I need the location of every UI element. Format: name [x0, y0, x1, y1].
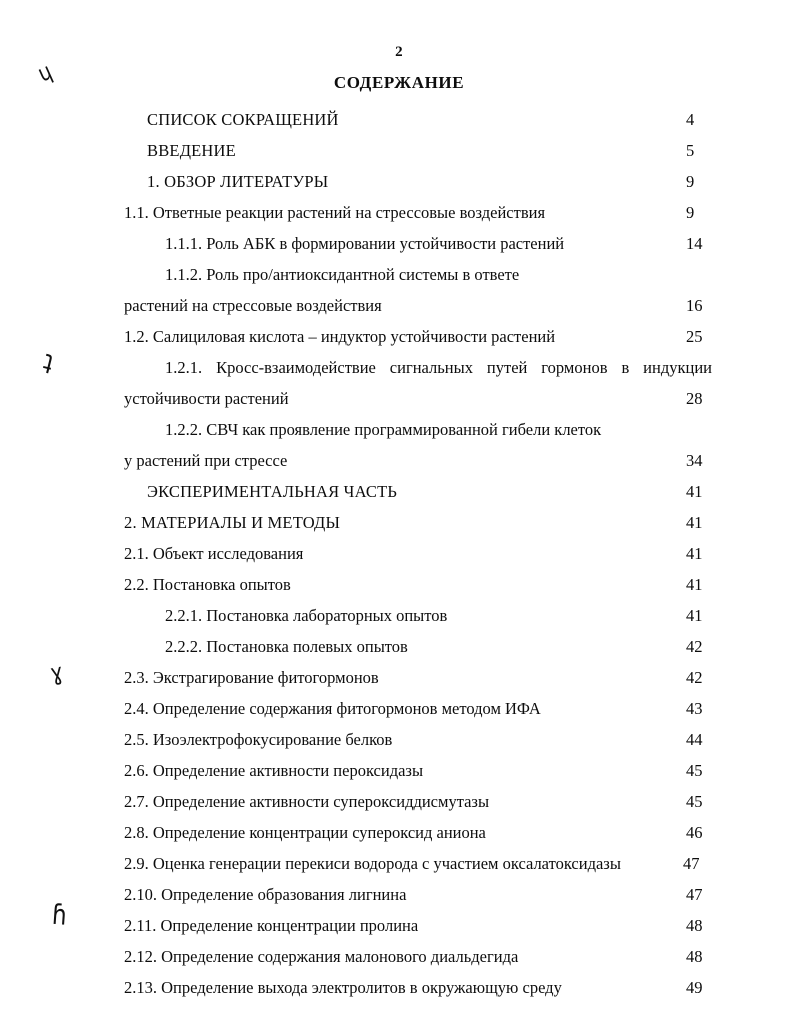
- toc-entry: [0, 197, 798, 228]
- table-of-contents: [0, 104, 798, 1003]
- toc-entry: [0, 569, 798, 600]
- toc-entry-line: [0, 817, 798, 848]
- toc-entry-line: [0, 879, 798, 910]
- toc-entry-line: [0, 166, 798, 197]
- toc-entry-label: 2.2.1. Постановка лабораторных опытов: [165, 606, 448, 625]
- toc-entry: [0, 659, 798, 693]
- toc-entry-label: 1.2.2. СВЧ как проявление программированной гибели клеток: [165, 420, 602, 439]
- toc-entry: [0, 135, 798, 166]
- toc-entry: [0, 941, 798, 972]
- toc-entry-page-number: 41: [686, 513, 703, 532]
- toc-entry: [0, 600, 798, 631]
- toc-entry: [0, 383, 798, 414]
- toc-entry-page-number: 48: [686, 916, 703, 935]
- toc-entry-label: 2.1. Объект исследования: [124, 544, 304, 563]
- toc-entry-label: у растений при стрессе: [124, 451, 288, 470]
- toc-entry-line: [0, 693, 798, 724]
- toc-entry-page-number: 41: [686, 606, 703, 625]
- toc-entry-label: растений на стрессовые воздействия: [124, 296, 382, 315]
- page-title: СОДЕРЖАНИЕ: [333, 73, 465, 92]
- toc-entry-label: 2.2.2. Постановка полевых опытов: [165, 637, 408, 656]
- toc-entry: [0, 166, 798, 197]
- toc-entry-label: 2.7. Определение активности супероксиддисмутазы: [124, 792, 490, 811]
- toc-entry: [0, 786, 798, 817]
- toc-entry-line: [0, 476, 798, 507]
- toc-entry-page-number: 49: [686, 978, 703, 997]
- toc-entry-line: [0, 538, 798, 569]
- toc-entry-line: [0, 659, 798, 693]
- toc-entry: [0, 104, 798, 135]
- toc-entry-label: ЭКСПЕРИМЕНТАЛЬНАЯ ЧАСТЬ: [147, 482, 398, 501]
- toc-entry-label: устойчивости растений: [124, 389, 289, 408]
- toc-entry-label: ВВЕДЕНИЕ: [147, 141, 236, 160]
- margin-ink-mark-4: ɦ: [50, 899, 68, 932]
- margin-ink-mark-2: ʇ: [40, 345, 57, 377]
- toc-entry-label: 1.2. Салициловая кислота – индуктор устойчивости растений: [124, 327, 556, 346]
- toc-entry-line: [0, 383, 798, 414]
- toc-entry: [0, 910, 798, 941]
- toc-entry-page-number: 5: [686, 141, 695, 160]
- toc-entry-page-number: 46: [686, 823, 703, 842]
- toc-entry-label: 2.10. Определение образования лигнина: [124, 885, 407, 904]
- toc-entry: [0, 259, 798, 290]
- toc-entry: [0, 538, 798, 569]
- toc-entry-page-number: 9: [686, 172, 695, 191]
- toc-entry-page-number: 45: [686, 761, 703, 780]
- toc-entry-label: 2.4. Определение содержания фитогормонов методом ИФА: [124, 699, 541, 718]
- toc-entry-page-number: 41: [686, 544, 703, 563]
- toc-entry-line: [0, 600, 798, 631]
- toc-entry-line: [0, 755, 798, 786]
- toc-entry-line: [0, 972, 798, 1003]
- toc-entry: [0, 228, 798, 259]
- toc-entry: [0, 290, 798, 321]
- toc-entry-label: 2.9. Оценка генерации перекиси водорода с участием оксалатоксидазы: [124, 854, 621, 873]
- toc-entry-label: 1.1. Ответные реакции растений на стрессовые воздействия: [124, 203, 546, 222]
- toc-entry: [0, 445, 798, 476]
- toc-entry-line: [0, 848, 798, 879]
- toc-entry-label: 2.12. Определение содержания малонового диальдегида: [124, 947, 519, 966]
- toc-entry-page-number: 14: [686, 234, 703, 253]
- toc-entry-page-number: 41: [686, 575, 703, 594]
- toc-entry-page-number: 47: [686, 885, 703, 904]
- toc-entry: [0, 414, 798, 445]
- toc-entry: [0, 693, 798, 724]
- toc-entry-line: [0, 259, 798, 290]
- toc-entry: [0, 972, 798, 1003]
- toc-entry-label: 1. ОБЗОР ЛИТЕРАТУРЫ: [147, 172, 329, 191]
- toc-entry: [0, 321, 798, 352]
- toc-entry-page-number: 41: [686, 482, 703, 501]
- toc-entry: [0, 817, 798, 848]
- toc-entry-label: 1.2.1. Кросс-взаимодействие сигнальных путей гормонов в индукции: [165, 358, 712, 377]
- toc-entry-line: [0, 445, 798, 476]
- toc-entry-label: 2.11. Определение концентрации пролина: [124, 916, 419, 935]
- toc-entry-page-number: 9: [686, 203, 695, 222]
- toc-entry-line: [0, 197, 798, 228]
- toc-entry-label: 2.2. Постановка опытов: [124, 575, 291, 594]
- toc-entry-page-number: 48: [686, 947, 703, 966]
- toc-entry-line: [0, 321, 798, 352]
- margin-ink-mark-3: ɣ: [48, 659, 66, 687]
- toc-entry-page-number: 43: [686, 699, 703, 718]
- toc-entry-label: 2.3. Экстрагирование фитогормонов: [124, 668, 379, 687]
- toc-entry-label: СПИСОК СОКРАЩЕНИЙ: [147, 110, 339, 129]
- toc-entry-label: 1.1.2. Роль про/антиоксидантной системы в ответе: [165, 265, 520, 284]
- toc-entry-line: [0, 724, 798, 755]
- toc-entry: [0, 631, 798, 662]
- toc-entry-line: [0, 507, 798, 538]
- toc-entry: [0, 352, 798, 383]
- toc-entry-label: 2.5. Изоэлектрофокусирование белков: [124, 730, 393, 749]
- page-number-header: 2: [395, 44, 403, 60]
- toc-entry: [0, 755, 798, 786]
- toc-entry-line: [0, 631, 798, 662]
- toc-entry: [0, 848, 798, 879]
- toc-entry-page-number: 47: [683, 854, 700, 873]
- toc-entry-line: [0, 569, 798, 600]
- toc-entry-line: [0, 414, 798, 445]
- toc-entry-label: 2.6. Определение активности пероксидазы: [124, 761, 424, 780]
- toc-entry-label: 2.8. Определение концентрации супероксид аниона: [124, 823, 486, 842]
- toc-entry-line: [0, 135, 798, 166]
- toc-entry: [0, 476, 798, 507]
- toc-entry-line: [0, 228, 798, 259]
- toc-entry-label: 2.13. Определение выхода электролитов в окружающую среду: [124, 978, 562, 997]
- toc-entry-page-number: 16: [686, 296, 703, 315]
- toc-entry-line: [0, 104, 798, 135]
- toc-entry-page-number: 44: [686, 730, 703, 749]
- toc-entry-page-number: 4: [686, 110, 695, 129]
- toc-entry: [0, 879, 798, 910]
- toc-entry-page-number: 42: [686, 668, 703, 687]
- toc-entry-page-number: 28: [686, 389, 703, 408]
- toc-entry-page-number: 45: [686, 792, 703, 811]
- toc-entry-line: [0, 910, 798, 941]
- toc-entry-page-number: 25: [686, 327, 703, 346]
- toc-entry: [0, 507, 798, 538]
- toc-entry-label: 2. МАТЕРИАЛЫ И МЕТОДЫ: [124, 513, 341, 532]
- toc-entry-page-number: 42: [686, 637, 703, 656]
- toc-entry-line: [0, 290, 798, 321]
- toc-entry-line: [0, 786, 798, 817]
- margin-ink-mark-1: ɥ: [34, 58, 57, 88]
- toc-entry-line: [0, 352, 798, 383]
- toc-entry: [0, 724, 798, 755]
- toc-entry-line: [0, 941, 798, 972]
- toc-entry-page-number: 34: [686, 451, 703, 470]
- toc-entry-label: 1.1.1. Роль АБК в формировании устойчивости растений: [165, 234, 565, 253]
